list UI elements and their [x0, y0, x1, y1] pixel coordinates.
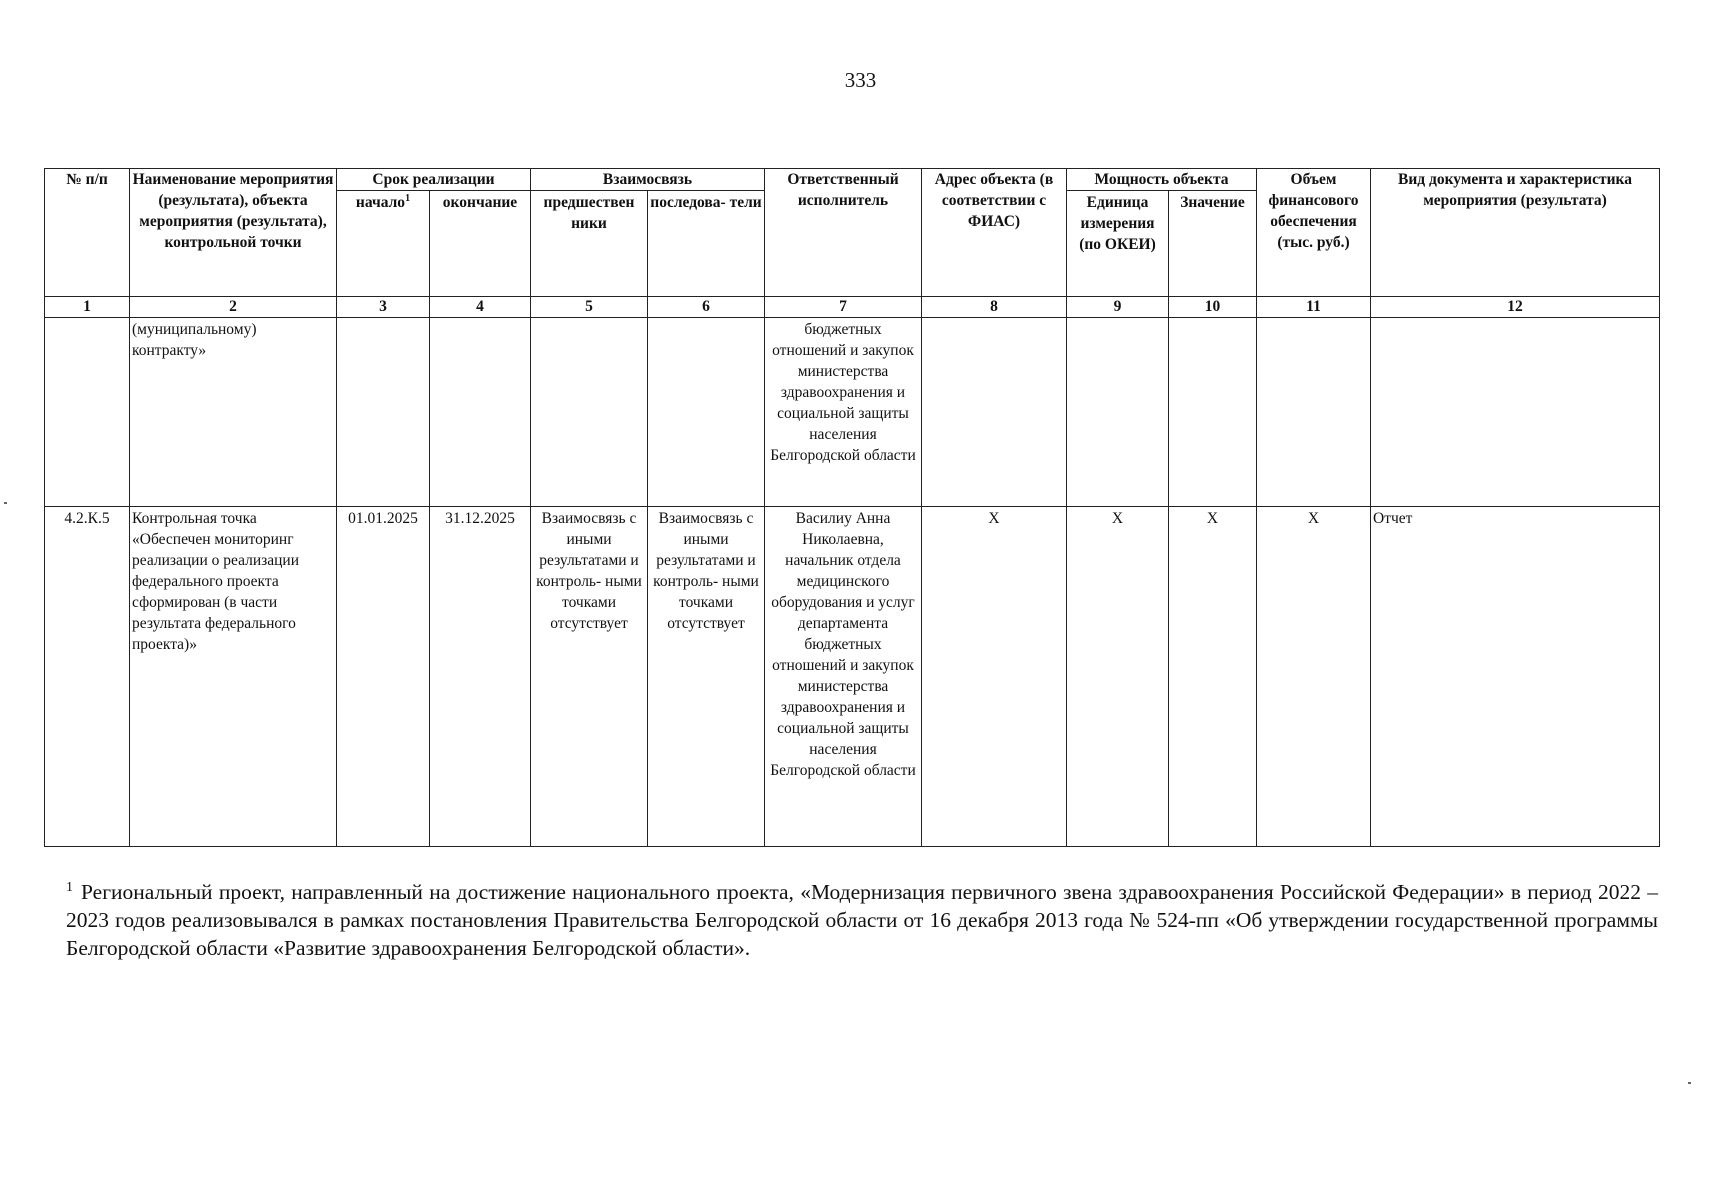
column-number: 9	[1067, 297, 1169, 318]
column-number: 8	[922, 297, 1067, 318]
cell-unit	[1067, 318, 1169, 507]
column-number: 7	[765, 297, 922, 318]
cell-no	[45, 318, 130, 507]
column-number: 12	[1371, 297, 1660, 318]
cell-name: Контрольная точка «Обеспечен мониторинг реализации о реализации федерального проекта сформирован (в части результата федерального проекта)»	[130, 507, 337, 847]
footnote	[66, 878, 1658, 962]
cell-next	[648, 318, 765, 507]
header-term-start-label: начало	[355, 194, 406, 211]
cell-unit: Х	[1067, 507, 1169, 847]
cell-no: 4.2.К.5	[45, 507, 130, 847]
header-address: Адрес объекта (в соответствии с ФИАС)	[922, 169, 1067, 297]
activities-table-wrapper	[44, 168, 1659, 847]
column-number: 6	[648, 297, 765, 318]
column-number: 1	[45, 297, 130, 318]
table-header	[45, 169, 1660, 318]
column-number: 2	[130, 297, 337, 318]
table-body	[45, 318, 1660, 847]
cell-value	[1169, 318, 1257, 507]
cell-end	[430, 318, 531, 507]
header-link-prev: предшествен ники	[531, 191, 648, 297]
column-number: 4	[430, 297, 531, 318]
column-number: 10	[1169, 297, 1257, 318]
cell-start	[337, 318, 430, 507]
header-link-next: последова- тели	[648, 191, 765, 297]
scan-speck	[1688, 1082, 1691, 1084]
cell-finance: Х	[1257, 507, 1371, 847]
scan-speck	[4, 502, 7, 504]
header-term-end: окончание	[430, 191, 531, 297]
header-name: Наименование мероприятия (результата), объекта мероприятия (результата), контрольной точки	[130, 169, 337, 297]
header-finance: Объем финансового обеспечения (тыс. руб.)	[1257, 169, 1371, 297]
table-row	[45, 318, 1660, 507]
header-term-start	[337, 191, 430, 297]
page-number: 333	[844, 68, 877, 92]
cell-responsible: бюджетных отношений и закупок министерства здравоохранения и социальной защиты населения Белгородской области	[765, 318, 922, 507]
cell-address	[922, 318, 1067, 507]
header-no: № п/п	[45, 169, 130, 297]
cell-responsible: Василиу Анна Николаевна, начальник отдела медицинского оборудования и услуг департамента бюджетных отношений и закупок министерства здравоохранения и социальной защиты населения Белгородской области	[765, 507, 922, 847]
header-responsible: Ответственный исполнитель	[765, 169, 922, 297]
header-capacity-unit: Единица измерения (по ОКЕИ)	[1067, 191, 1169, 297]
footnote-ref: 1	[405, 192, 411, 204]
header-link: Взаимосвязь	[531, 169, 765, 191]
header-capacity-value: Значение	[1169, 191, 1257, 297]
cell-finance	[1257, 318, 1371, 507]
cell-doc	[1371, 318, 1660, 507]
header-capacity: Мощность объекта	[1067, 169, 1257, 191]
cell-doc: Отчет	[1371, 507, 1660, 847]
cell-prev: Взаимосвязь с иными результатами и контроль- ными точками отсутствует	[531, 507, 648, 847]
cell-prev	[531, 318, 648, 507]
footnote-mark: 1	[66, 879, 73, 895]
cell-start: 01.01.2025	[337, 507, 430, 847]
cell-address: Х	[922, 507, 1067, 847]
table-row	[45, 507, 1660, 847]
column-number: 5	[531, 297, 648, 318]
footnote-text: Региональный проект, направленный на достижение национального проекта, «Модернизация первичного звена здравоохранения Российской Федерации» в период 2022 – 2023 годов реализовывался в рамках постановления Правительства Белгородской области от 16 декабря 2013 года № 524-пп «Об утверждении государственной программы Белгородской области «Развитие здравоохранения Белгородской области».	[66, 880, 1658, 960]
header-doc-type: Вид документа и характеристика мероприятия (результата)	[1371, 169, 1660, 297]
cell-value: Х	[1169, 507, 1257, 847]
activities-table	[44, 168, 1660, 847]
column-number: 3	[337, 297, 430, 318]
column-number: 11	[1257, 297, 1371, 318]
cell-name: (муниципальному) контракту»	[130, 318, 337, 507]
header-term: Срок реализации	[337, 169, 531, 191]
cell-end: 31.12.2025	[430, 507, 531, 847]
cell-next: Взаимосвязь с иными результатами и контроль- ными точками отсутствует	[648, 507, 765, 847]
